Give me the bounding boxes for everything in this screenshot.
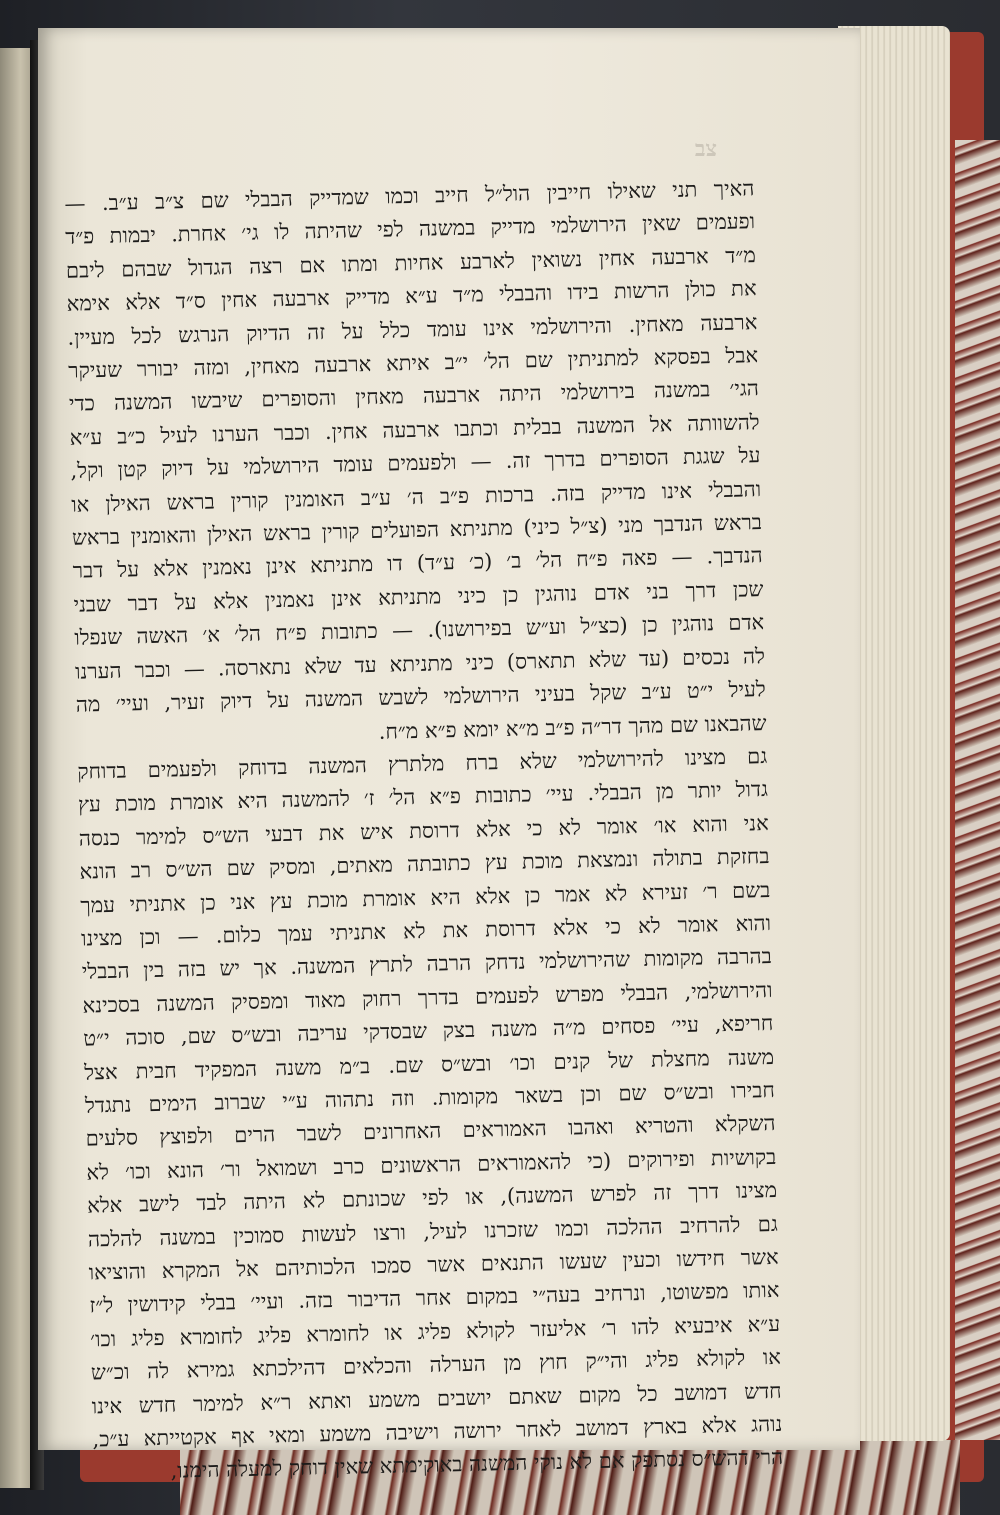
text-line: האיך תני שאילו חייבין הול״ל חייב וכמו שמדייק הבבלי שם צ״ב ע״ב. — [64,176,755,216]
text-line: הרי דהש״ס נסתפק אם לא נוקי המשנה באוקימתא שאין דוחק למעלה הימנו, [170,1445,784,1484]
text-line: גדול יותר מן הבבלי. עיי׳ כתובות פ״א הל׳ ז׳ להמשנה היא אומרת מוכת עץ [77,777,769,817]
text-line: משנה מחצלת של קנים וכו׳ ובש״ס שם. ב״מ משנה המפקיד חבית אצל [83,1044,775,1085]
text-line: ארבעה מאחין. והירושלמי אינו עומד כלל על זה הדיוק הנרגש לכל מעיין. [67,309,758,350]
text-line: שהבאנו שם מהך דר״ה פ״ב מ״א יומא פ״א מ״ח. [378,710,767,744]
text-line: בחזקת בתולה ונמצאת מוכת עץ כתובתה מאתים, ומסיק שם הש״ס רב הונא [79,844,770,884]
text-line: חדש דמושב כל מקום שאתם יושבים משמע ואתא ר״א למימר חדש אינו [91,1378,782,1419]
text-line: הנדבך. — פאה פ״ח הל׳ ב׳ (כ׳ ע״ד) דו מתניתא אינן נאמנין אלא על דבר [72,543,763,584]
text-line: את כולן הרשות בידו והבבלי מ״ד ע״א מדייק ארבעה אחין ס״ד אלא אימא [66,276,757,317]
text-line: מ״ד ארבעה אחין נשואין לארבע אחיות ומתו אם רצה הגדול שבהם ליבם [65,242,757,283]
text-line: אשר חידשו וכעין שעשו התנאים אשר סמכו הלכותיהם אל המקרא והוציאו [88,1244,779,1285]
text-line: אדם נוהגין כן (כצ״ל וע״ש בפירושנו). — כתובות פ״ח הל׳ א׳ האשה שנפלו [74,610,765,650]
text-line: שכן דרך בני אדם נוהגין כן כיני מתניתא אינן נאמנין אלא על דבר שבני [73,576,764,617]
text-line: או לקולא פליג והי״ק חוץ מן הערלה והכלאים דהילכתא גמירא לה וכ״ש [90,1345,782,1385]
text-line: אותו מפשוטו, ונרחיב בעה״י במקום אחר הדיבור בזה. ועיי׳ בבלי קידושין ל״ז [89,1278,780,1318]
text-line: הגי׳ במשנה בירושלמי היתה ארבעה מאחין והסופרים שיבשו המשנה כדי [68,376,760,417]
text-line: ופעמים שאין הירושלמי מדייק במשנה לפי שהיתה לו גי׳ אחרת. יבמות פ״ד [64,209,756,250]
text-line: נוהג אלא בארץ דמושב לאחר ירושה וישיבה משמע ומאי אף אקטייתא ע״כ, [92,1411,783,1452]
text-line: והבבלי אינו מדייק בזה. ברכות פ״ב ה׳ ע״ב האומנין קורין בראש האילן או [71,476,762,517]
text-line: להשוותה אל המשנה בבלית וכתבו ארבעה אחין. וכבר הערנו לעיל כ״ב ע״א [69,409,760,450]
text-line: גם מצינו להירושלמי שלא ברח מלתרץ המשנה בדוחק ולפעמים בדוחק [77,743,768,784]
text-line: חבירו ובש״ס שם וכן בשאר מקומות. וזה נתהוה ע״י שברוב הימים נתגדל [84,1077,776,1118]
text-line: והוא אומר לא כי אלא דרוסת את לא אתניתי עמך כלום. — וכן מצינו [80,910,772,951]
marbled-edge-right [955,140,1000,1440]
text-line: אבל בפסקא למתניתין שם הל׳ י״ב איתא ארבעה מאחין, ומזה יבורר שעיקר [67,343,759,383]
text-line: בהרבה מקומות שהירושלמי נדחק הרבה לתרץ המשנה. אך יש בזה בין הבבלי [81,944,772,984]
text-line: גם להרחיב ההלכה וכמו שזכרנו לעיל, ורצו לעשות סמוכין במשנה להלכה [87,1211,779,1252]
text-line: בקושיות ופירוקים (כי להאמוראים הראשונים כרב ושמואל ור׳ הונא וכו׳ לא [86,1144,777,1185]
paragraph [64,172,767,755]
page-number: צב [694,136,718,162]
text-line: בשם ר׳ זעירא לא אמר כן אלא היא אומרת מוכת עץ אני כן אתניתי עמך [80,877,771,918]
text-line: והירושלמי, הבבלי מפרש לפעמים בדרך רחוק מאוד ומפסיק המשנה בסכינא [82,977,773,1018]
text-line: אני והוא או׳ אומר לא כי אלא דרוסת איש את דבעי הש״ס למימר כנסה [78,810,769,851]
page-text [64,172,784,1484]
text-line: מצינו דרך זה לפרש המשנה), או לפי שכונתם לא היתה לבד לישב אלא [86,1178,778,1218]
text-line: חריפא, עיי׳ פסחים מ״ה משנה בצק שבסדקי עריבה ובש״ס שם, סוכה י״ט [83,1011,774,1051]
left-page-edge [0,48,34,1488]
text-line: לעיל י״ט ע״ב שקל בעיני הירושלמי לשבש המשנה על דיוק זעיר, ועיי׳ מה [75,677,766,717]
text-line: השקלא והטריא ואהבו האמוראים האחרונים לשבר הרים ולפוצץ סלעים [85,1111,776,1151]
text-line: ע״א איבעיא להו ר׳ אליעזר לקולא פליג או לחומרא פליג לחומרא פליג וכו׳ [89,1311,781,1352]
text-line: לה נכסים (עד שלא תתארס) כיני מתניתא עד שלא נתארסה. — וכבר הערנו [74,643,766,684]
text-line: על שגגת הסופרים בדרך זה. — ולפעמים עומד הירושלמי על דיוק קטן וקל, [70,443,761,484]
paragraph [77,740,783,1490]
text-line: בראש הנדבך מני (צ״ל כיני) מתניתא הפועלים קורין בראש האילן והאומנין בראש [71,510,763,550]
